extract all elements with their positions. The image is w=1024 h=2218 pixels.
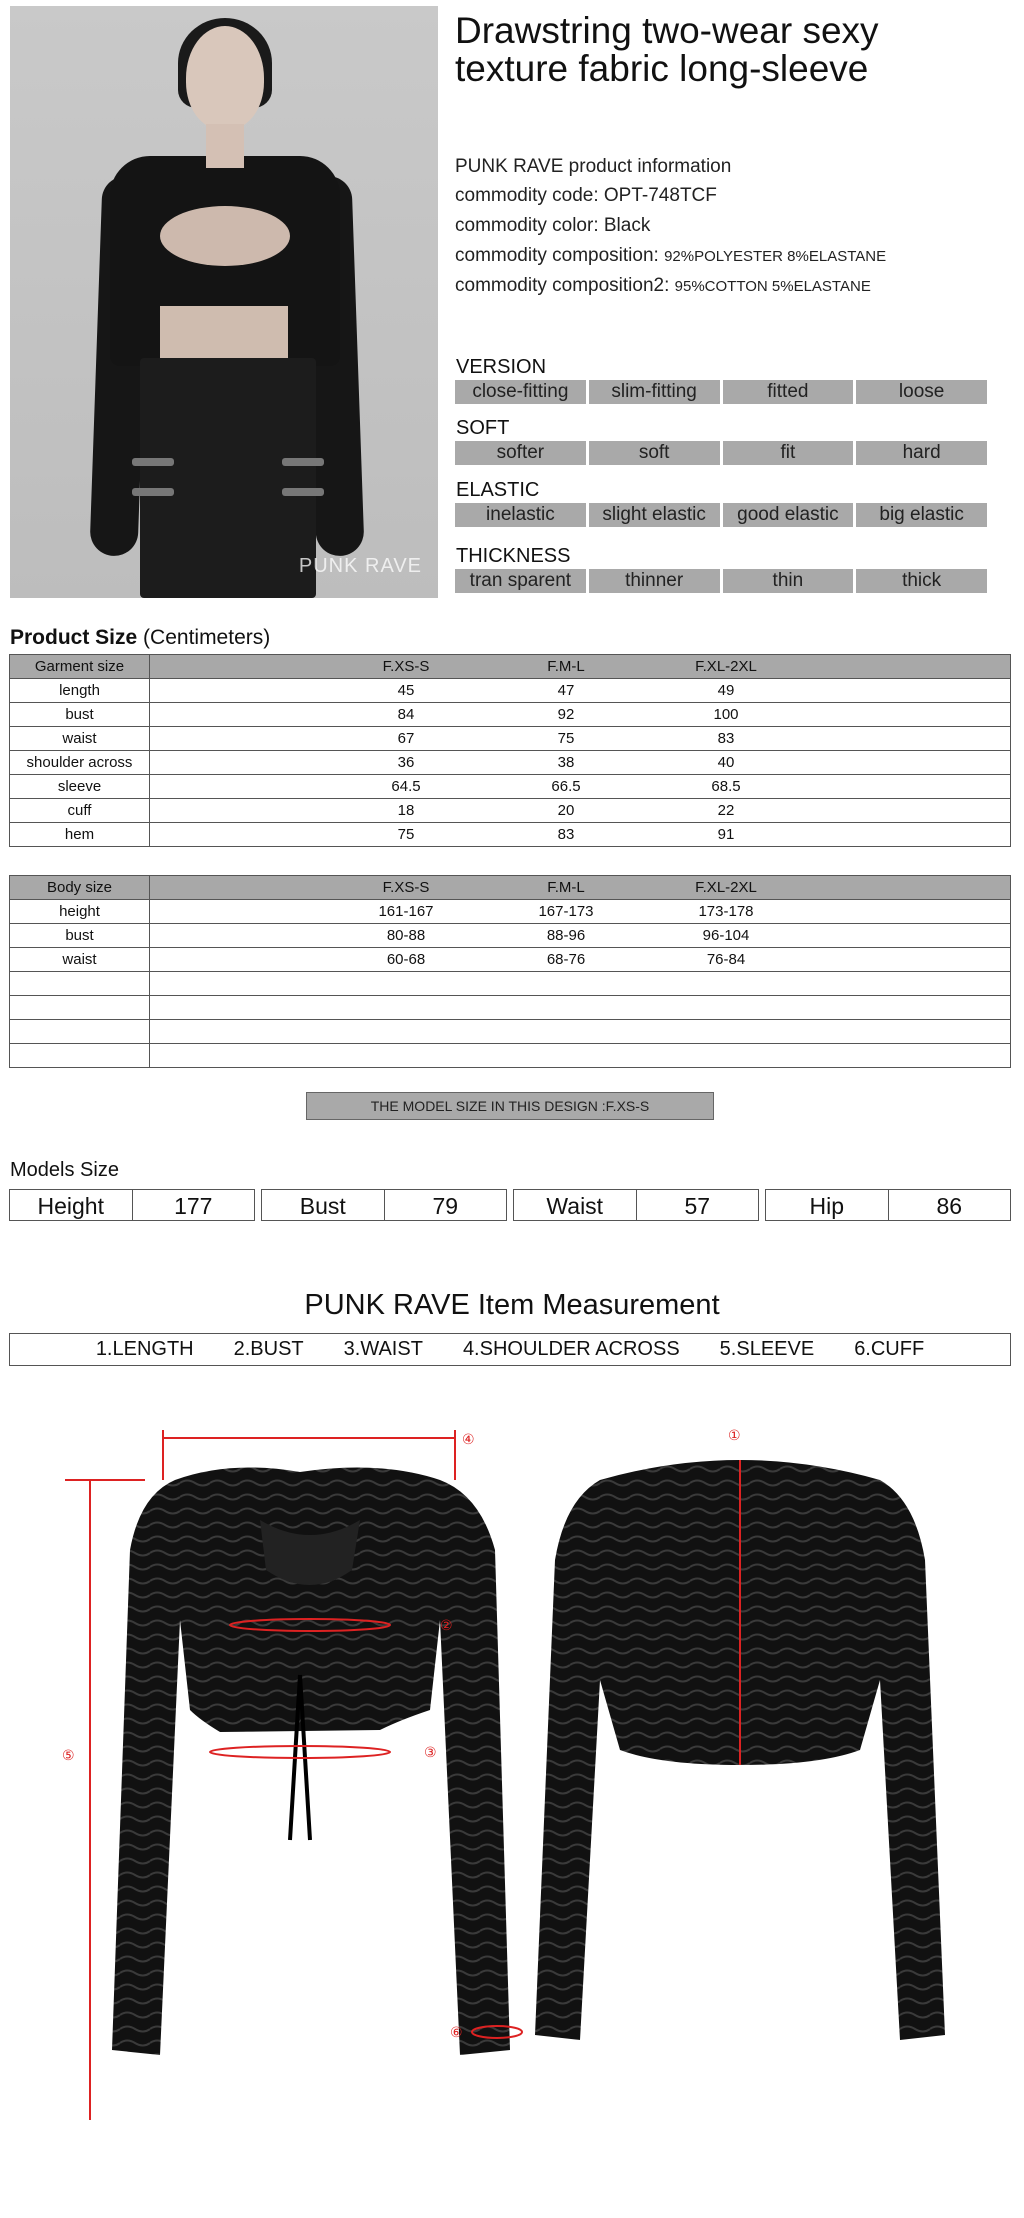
scale-title-version: VERSION — [456, 356, 547, 378]
models-size-value: 86 — [936, 1193, 963, 1219]
table-cell: 67 — [397, 730, 415, 747]
table-cell: 66.5 — [551, 778, 581, 795]
table-cell: 22 — [717, 802, 735, 819]
table-row-label: hem — [10, 823, 150, 847]
table-row — [10, 972, 1011, 996]
scale-option: tran sparent — [455, 569, 586, 593]
model-skirt — [140, 358, 316, 598]
scale-soft — [455, 441, 987, 465]
table-values — [150, 775, 1011, 799]
scale-option: slim-fitting — [589, 380, 720, 404]
scale-option: thin — [723, 569, 854, 593]
table-row-label: waist — [10, 948, 150, 972]
models-size-height — [9, 1189, 255, 1221]
table-values — [150, 924, 1011, 948]
table-cell: 161-167 — [378, 903, 434, 920]
table-row — [10, 703, 1011, 727]
models-size-bust — [261, 1189, 507, 1221]
model-size-note: THE MODEL SIZE IN THIS DESIGN :F.XS-S — [306, 1092, 714, 1120]
table-cell: 83 — [717, 730, 735, 747]
title-line-2: texture fabric long-sleeve — [455, 48, 869, 89]
product-title — [455, 12, 1015, 88]
scale-version — [455, 380, 987, 404]
table-row — [10, 948, 1011, 972]
table-values — [150, 703, 1011, 727]
table-row-label — [10, 996, 150, 1020]
table-cell: 20 — [557, 802, 575, 819]
table-values — [150, 799, 1011, 823]
measurement-item: 4.SHOULDER ACROSS — [462, 1338, 680, 1360]
measurement-item: 1.LENGTH — [95, 1338, 194, 1360]
table-row-label — [10, 972, 150, 996]
scale-title-soft: SOFT — [456, 417, 510, 439]
garment-measurement-diagram — [0, 1420, 1024, 2120]
scale-option: fit — [723, 441, 854, 465]
table-row — [10, 799, 1011, 823]
models-size-value: 177 — [174, 1193, 213, 1219]
models-size-value: 57 — [684, 1193, 711, 1219]
model-cutout — [160, 206, 290, 266]
models-size-label: Bust — [262, 1190, 385, 1220]
zip-left-2 — [132, 488, 174, 496]
table-cell: 88-96 — [546, 927, 586, 944]
models-size-label: Height — [10, 1190, 133, 1220]
table-row — [10, 1020, 1011, 1044]
table-header-cell: Body size — [10, 876, 150, 900]
table-row — [10, 900, 1011, 924]
table-header-cell: F.XL-2XL — [695, 658, 757, 675]
table-row-label: cuff — [10, 799, 150, 823]
table-row-label: length — [10, 679, 150, 703]
measurement-title: PUNK RAVE Item Measurement — [304, 1289, 720, 1321]
table-cell: 75 — [397, 826, 415, 843]
measurement-item: 2.BUST — [233, 1338, 304, 1360]
measurement-list — [9, 1333, 1011, 1366]
title-line-1: Drawstring two-wear sexy — [455, 10, 879, 51]
table-row-label: bust — [10, 924, 150, 948]
marker-1: ① — [728, 1428, 741, 1444]
scale-option: inelastic — [455, 503, 586, 527]
waist-ellipse — [210, 1746, 390, 1758]
table-cell: 173-178 — [698, 903, 754, 920]
table-header-cell: F.M-L — [547, 658, 585, 675]
body-size-table — [9, 875, 1011, 1068]
table-row — [10, 727, 1011, 751]
table-row-label: bust — [10, 703, 150, 727]
table-cell: 92 — [557, 706, 575, 723]
info-composition-2: commodity composition2: 95%COTTON 5%ELASTANE — [455, 275, 871, 296]
table-cell: 84 — [397, 706, 415, 723]
table-row — [10, 996, 1011, 1020]
info-code: commodity code: OPT-748TCF — [455, 185, 717, 206]
table-row-label: height — [10, 900, 150, 924]
table-header-cell: F.XS-S — [382, 658, 430, 675]
model-face — [186, 26, 264, 130]
table-values — [150, 972, 1011, 996]
table-cell: 40 — [717, 754, 735, 771]
models-size-label: Waist — [514, 1190, 637, 1220]
table-cell: 80-88 — [386, 927, 426, 944]
table-row — [10, 924, 1011, 948]
table-cell: 167-173 — [538, 903, 594, 920]
table-values — [150, 823, 1011, 847]
marker-2: ② — [440, 1618, 453, 1634]
front-garment — [112, 1468, 510, 2056]
scale-title-elastic: ELASTIC — [456, 479, 540, 501]
product-photo — [10, 6, 438, 598]
table-values — [150, 727, 1011, 751]
scale-option: thick — [856, 569, 987, 593]
table-row-label — [10, 1020, 150, 1044]
models-size-value: 79 — [432, 1193, 459, 1219]
scale-option: hard — [856, 441, 987, 465]
table-cell: 96-104 — [702, 927, 750, 944]
table-row — [10, 775, 1011, 799]
marker-4: ④ — [462, 1432, 475, 1448]
marker-5: ⑤ — [62, 1748, 75, 1764]
scale-option: big elastic — [856, 503, 987, 527]
measurement-item: 5.SLEEVE — [719, 1338, 815, 1360]
product-size-title: Product Size (Centimeters) — [10, 626, 271, 649]
table-cell: 83 — [557, 826, 575, 843]
table-values — [150, 1020, 1011, 1044]
garment-size-table — [9, 654, 1011, 847]
table-values — [150, 679, 1011, 703]
models-size-title: Models Size — [10, 1159, 119, 1181]
model-neck — [206, 124, 244, 168]
table-cell: 47 — [557, 682, 575, 699]
table-cell: 38 — [557, 754, 575, 771]
table-values — [150, 900, 1011, 924]
scale-option: good elastic — [723, 503, 854, 527]
table-row-label — [10, 1044, 150, 1068]
table-cell: 91 — [717, 826, 735, 843]
scale-option: slight elastic — [589, 503, 720, 527]
table-cell: 68.5 — [711, 778, 741, 795]
table-cell: 45 — [397, 682, 415, 699]
table-values — [150, 655, 1011, 679]
measurement-item: 3.WAIST — [343, 1338, 423, 1360]
scale-option: softer — [455, 441, 586, 465]
scale-option: close-fitting — [455, 380, 586, 404]
table-header-cell: F.M-L — [547, 879, 585, 896]
photo-watermark: PUNK RAVE — [298, 555, 422, 577]
table-cell: 36 — [397, 754, 415, 771]
scale-option: fitted — [723, 380, 854, 404]
zip-left — [132, 458, 174, 466]
table-cell: 76-84 — [706, 951, 746, 968]
model-midriff — [160, 306, 288, 362]
zip-right-2 — [282, 488, 324, 496]
scale-title-thickness: THICKNESS — [456, 545, 571, 567]
table-header-row — [10, 876, 1011, 900]
models-size-label: Hip — [766, 1190, 889, 1220]
table-header-cell: F.XS-S — [382, 879, 430, 896]
models-size-waist — [513, 1189, 759, 1221]
table-cell: 100 — [713, 706, 739, 723]
scale-option: soft — [589, 441, 720, 465]
table-row-label: waist — [10, 727, 150, 751]
table-values — [150, 1044, 1011, 1068]
table-cell: 49 — [717, 682, 735, 699]
scale-thickness — [455, 569, 987, 593]
scale-option: thinner — [589, 569, 720, 593]
table-values — [150, 948, 1011, 972]
table-row — [10, 823, 1011, 847]
marker-6: ⑥ — [450, 2025, 463, 2041]
table-row-label: shoulder across — [10, 751, 150, 775]
table-header-cell: F.XL-2XL — [695, 879, 757, 896]
table-header-cell: Garment size — [10, 655, 150, 679]
table-row — [10, 679, 1011, 703]
info-composition: commodity composition: 92%POLYESTER 8%ELASTANE — [455, 245, 887, 266]
table-cell: 60-68 — [386, 951, 426, 968]
models-size-row — [9, 1189, 1011, 1221]
zip-right — [282, 458, 324, 466]
table-values — [150, 751, 1011, 775]
measurement-item: 6.CUFF — [854, 1338, 925, 1360]
scale-option: loose — [856, 380, 987, 404]
info-color: commodity color: Black — [455, 215, 651, 236]
table-row — [10, 751, 1011, 775]
info-heading: PUNK RAVE product information — [455, 156, 732, 177]
table-cell: 18 — [397, 802, 415, 819]
table-cell: 75 — [557, 730, 575, 747]
scale-elastic — [455, 503, 987, 527]
marker-3: ③ — [424, 1745, 437, 1761]
table-cell: 64.5 — [391, 778, 421, 795]
models-size-hip — [765, 1189, 1011, 1221]
table-row — [10, 1044, 1011, 1068]
table-row-label: sleeve — [10, 775, 150, 799]
table-values — [150, 876, 1011, 900]
table-values — [150, 996, 1011, 1020]
table-header-row — [10, 655, 1011, 679]
table-cell: 68-76 — [546, 951, 586, 968]
